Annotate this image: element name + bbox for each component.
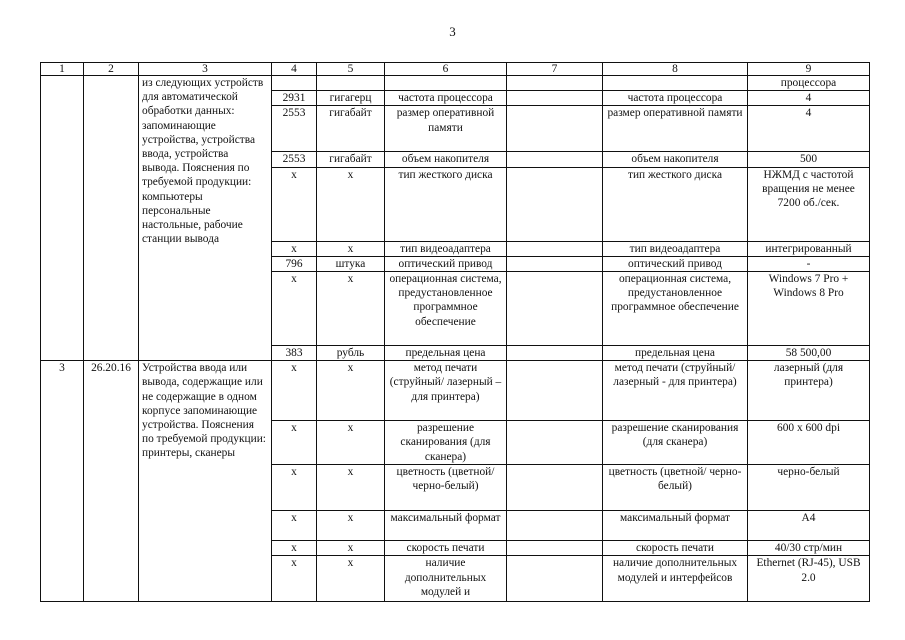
characteristic-name-cell-col8: предельная цена [603,346,748,361]
empty-cell-col7 [507,421,603,465]
characteristic-name-cell: наличие дополнительных модулей и [385,556,507,602]
characteristic-value-cell: лазерный (для принтера) [748,361,870,421]
table-body [41,63,870,602]
empty-cell-col7 [507,91,603,106]
unit-name-cell: x [317,241,385,256]
unit-name-cell: x [317,361,385,421]
okei-code-cell [272,76,317,91]
characteristic-name-cell: максимальный формат [385,511,507,541]
unit-name-cell: рубль [317,346,385,361]
unit-name-cell: гигабайт [317,152,385,167]
empty-cell-col7 [507,361,603,421]
header-row [41,63,870,76]
characteristic-name-cell-col8: частота процессора [603,91,748,106]
unit-name-cell: x [317,511,385,541]
characteristic-name-cell: тип видеоадаптера [385,241,507,256]
okei-code-cell: x [272,361,317,421]
characteristic-name-cell: скорость печати [385,541,507,556]
header-cell-1: 1 [41,63,84,76]
characteristic-name-cell-col8: размер оперативной памяти [603,106,748,152]
empty-cell-col7 [507,511,603,541]
unit-name-cell: x [317,541,385,556]
specification-table [40,62,870,602]
okei-code-cell: x [272,465,317,511]
header-cell-4: 4 [272,63,317,76]
characteristic-name-cell: цветность (цветной/ черно-белый) [385,465,507,511]
okei-code-cell: 2553 [272,106,317,152]
characteristic-name-cell-col8: объем накопителя [603,152,748,167]
characteristic-name-cell-col8: наличие дополнительных модулей и интерфейсов [603,556,748,602]
okei-code-cell: x [272,511,317,541]
characteristic-name-cell: объем накопителя [385,152,507,167]
characteristic-value-cell: 500 [748,152,870,167]
unit-name-cell: гигагерц [317,91,385,106]
characteristic-value-cell: черно-белый [748,465,870,511]
empty-cell-col7 [507,272,603,346]
header-cell-5: 5 [317,63,385,76]
empty-cell-col7 [507,167,603,241]
empty-cell-col7 [507,241,603,256]
page-number: 3 [449,24,456,39]
characteristic-value-cell: 4 [748,106,870,152]
unit-name-cell [317,76,385,91]
empty-cell-col7 [507,106,603,152]
okei-code-cell: 796 [272,256,317,271]
characteristic-value-cell: 4 [748,91,870,106]
okpd-code-cell: 26.20.16 [84,361,139,602]
unit-name-cell: штука [317,256,385,271]
okei-code-cell: x [272,167,317,241]
characteristic-name-cell-col8: цветность (цветной/ черно-белый) [603,465,748,511]
unit-name-cell: x [317,556,385,602]
group1-row [41,76,870,91]
characteristic-value-cell: интегрированный [748,241,870,256]
okei-code-cell: 383 [272,346,317,361]
okei-code-cell: x [272,272,317,346]
okei-code-cell: x [272,541,317,556]
characteristic-name-cell: размер оперативной памяти [385,106,507,152]
characteristic-name-cell-col8: скорость печати [603,541,748,556]
empty-cell-col7 [507,556,603,602]
characteristic-name-cell: тип жесткого диска [385,167,507,241]
empty-cell-col7 [507,541,603,556]
characteristic-value-cell: 600 x 600 dpi [748,421,870,465]
characteristic-name-cell-col8: оптический привод [603,256,748,271]
row-number-cell: 3 [41,361,84,602]
characteristic-name-cell: частота процессора [385,91,507,106]
okei-code-cell: x [272,421,317,465]
empty-cell-col7 [507,465,603,511]
empty-cell-col7 [507,152,603,167]
header-cell-9: 9 [748,63,870,76]
characteristic-value-cell: Windows 7 Pro + Windows 8 Pro [748,272,870,346]
characteristic-name-cell [385,76,507,91]
characteristic-value-cell: Ethernet (RJ-45), USB 2.0 [748,556,870,602]
okei-code-cell: 2931 [272,91,317,106]
characteristic-value-cell: 58 500,00 [748,346,870,361]
okpd-code-cell [84,76,139,361]
characteristic-value-cell: НЖМД с частотой вращения не менее 7200 об./сек. [748,167,870,241]
characteristic-name-cell-col8: максимальный формат [603,511,748,541]
characteristic-name-cell-col8: разрешение сканирования (для сканера) [603,421,748,465]
unit-name-cell: x [317,421,385,465]
header-cell-2: 2 [84,63,139,76]
characteristic-name-cell: оптический привод [385,256,507,271]
unit-name-cell: x [317,167,385,241]
characteristic-name-cell: разрешение сканирования (для сканера) [385,421,507,465]
header-cell-7: 7 [507,63,603,76]
empty-cell-col7 [507,346,603,361]
characteristic-name-cell-col8: метод печати (струйный/лазерный - для принтера) [603,361,748,421]
unit-name-cell: x [317,272,385,346]
empty-cell-col7 [507,76,603,91]
characteristic-value-cell: А4 [748,511,870,541]
characteristic-name-cell: предельная цена [385,346,507,361]
characteristic-name-cell-col8 [603,76,748,91]
characteristic-value-cell: - [748,256,870,271]
characteristic-name-cell: операционная система, предустановленное программное обеспечение [385,272,507,346]
product-description-cell: Устройства ввода или вывода, содержащие или не содержащие в одном корпусе запоминающие устройства. Пояснения по требуемой продукции: принтеры, сканеры [139,361,272,602]
product-description-cell: из следующих устройств для автоматической обработки данных: запоминающие устройства, устройства ввода, устройства вывода. Пояснения по требуемой продукции: компьютеры персональные настольные, рабочие станции вывода [139,76,272,361]
header-cell-3: 3 [139,63,272,76]
header-cell-8: 8 [603,63,748,76]
characteristic-value-cell: 40/30 стр/мин [748,541,870,556]
characteristic-value-cell: процессора [748,76,870,91]
characteristic-name-cell-col8: тип видеоадаптера [603,241,748,256]
unit-name-cell: x [317,465,385,511]
unit-name-cell: гигабайт [317,106,385,152]
group2-row [41,361,870,421]
header-cell-6: 6 [385,63,507,76]
okei-code-cell: 2553 [272,152,317,167]
empty-cell-col7 [507,256,603,271]
characteristic-name-cell: метод печати (струйный/ лазерный – для принтера) [385,361,507,421]
characteristic-name-cell-col8: операционная система, предустановленное программное обеспечение [603,272,748,346]
row-number-cell [41,76,84,361]
characteristic-name-cell-col8: тип жесткого диска [603,167,748,241]
okei-code-cell: x [272,241,317,256]
okei-code-cell: x [272,556,317,602]
